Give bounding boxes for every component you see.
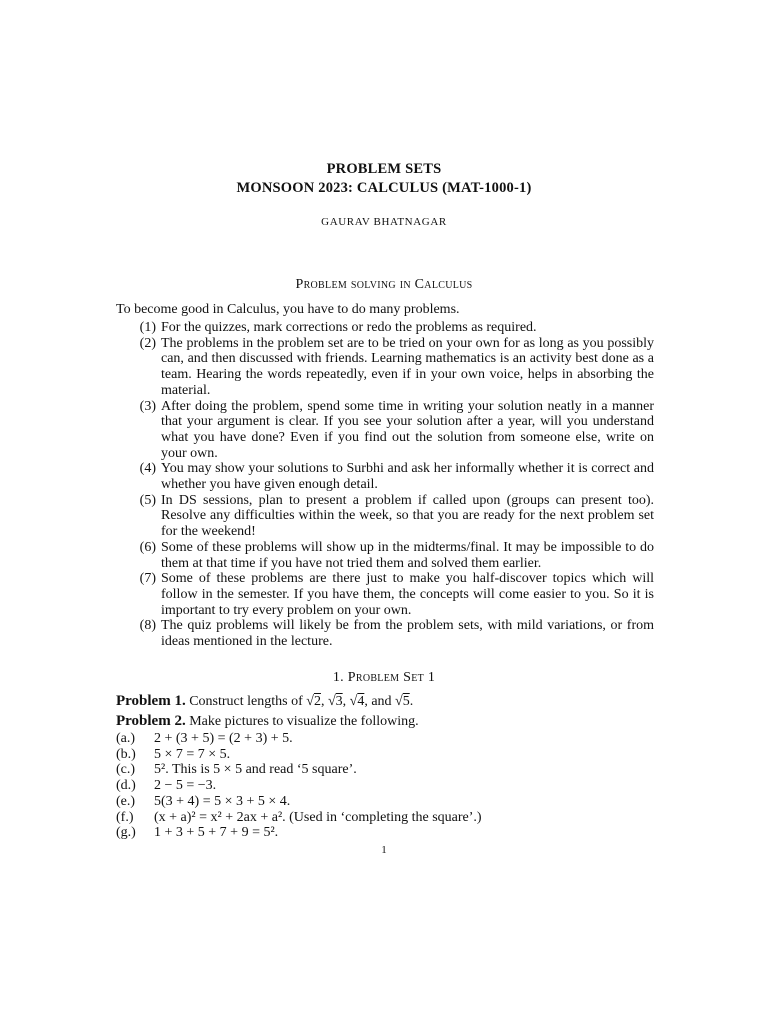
list-item <box>116 747 482 763</box>
subitem-text: (x + a)² = x² + 2ax + a². (Used in ‘completing the square’.) <box>154 809 482 825</box>
sqrt-symbol: √2 <box>306 694 321 709</box>
document-title <box>0 160 768 198</box>
list-item <box>116 461 654 492</box>
subitem-text: 5(3 + 4) = 5 × 3 + 5 × 4. <box>154 793 291 809</box>
sqrt-symbol: √4 <box>349 694 365 709</box>
list-item <box>116 320 654 336</box>
list-item <box>116 762 482 778</box>
list-item-text: Some of these problems are there just to make you half-discover topics which will follow in the semester. If you have them, the concepts will come easier to you. So it is important to try every problem on your own. <box>161 571 654 618</box>
problem-2-subitems <box>116 731 482 841</box>
list-item-number: (6) <box>139 539 156 555</box>
list-item-number: (3) <box>139 398 156 414</box>
subitem-text: 1 + 3 + 5 + 7 + 9 = 5². <box>154 825 279 841</box>
page-number: 1 <box>381 844 387 856</box>
subitem-label: (d.) <box>116 778 136 794</box>
list-item-text: The quiz problems will likely be from the problem sets, with mild variations, or from ideas mentioned in the lecture. <box>161 618 654 650</box>
subitem-text: 5 × 7 = 7 × 5. <box>154 746 231 762</box>
section-heading-problem-solving: Problem solving in Calculus <box>295 277 473 292</box>
author-name: GAURAV BHATNAGAR <box>321 216 447 228</box>
list-item <box>116 778 482 794</box>
list-item <box>116 731 482 747</box>
list-item <box>116 571 654 618</box>
list-item-number: (4) <box>139 461 156 477</box>
sqrt-radicand: 3 <box>335 694 343 709</box>
list-item-text: You may show your solutions to Surbhi and ask her informally whether it is correct and whether you have given enough detail. <box>161 461 654 493</box>
list-item-number: (8) <box>139 618 156 634</box>
list-item <box>116 336 654 399</box>
separator: , <box>342 694 347 709</box>
problem-2-text: Make pictures to visualize the following. <box>189 714 419 729</box>
problem-1 <box>116 692 656 711</box>
title-line-2: MONSOON 2023: CALCULUS (MAT-1000-1) <box>236 180 532 196</box>
separator: , <box>320 694 325 709</box>
subitem-label: (a.) <box>116 731 136 746</box>
sqrt-symbol: √5 <box>395 694 410 709</box>
list-item-number: (1) <box>139 320 156 335</box>
list-item-text: After doing the problem, spend some time in writing your solution neatly in a manner that your argument is clear. If you see your solution after a year, will you understand what you have done? Even if you find out the solution from someone else, write on your own. <box>161 398 654 461</box>
list-item <box>116 540 654 571</box>
list-item-number: (5) <box>139 492 156 508</box>
subitem-text: 2 − 5 = −3. <box>154 778 217 794</box>
problem-2 <box>116 712 656 731</box>
subitem-label: (f.) <box>116 809 134 825</box>
sqrt-radicand: 4 <box>357 694 365 709</box>
list-item-number: (2) <box>139 335 156 351</box>
sqrt-radicand: 5 <box>402 694 410 709</box>
subitem-label: (c.) <box>116 762 136 778</box>
subitem-text: 5². This is 5 × 5 and read ‘5 square’. <box>154 762 357 778</box>
sqrt-radicand: 2 <box>313 694 321 709</box>
list-item <box>116 618 654 649</box>
list-item-text: The problems in the problem set are to be tried on your own for as long as you possibly can, and then discussed with friends. Learning mathematics is an activity best done as a team. Hearing the words repeatedly, even if in your own voice, helps in absorbing the material. <box>161 335 654 398</box>
subitem-label: (e.) <box>116 793 136 809</box>
list-item <box>116 810 482 826</box>
subitem-label: (b.) <box>116 746 136 762</box>
section-heading-problem-set-1: 1. Problem Set 1 <box>332 670 436 685</box>
intro-paragraph: To become good in Calculus, you have to do many problems. <box>116 302 460 317</box>
problem-1-label: Problem 1. <box>116 693 186 709</box>
list-item-text: In DS sessions, plan to present a problem if called upon (groups can present too). Resolve any difficulties within the week, so that you are ready for the next problem set for the weekend! <box>161 492 654 540</box>
list-item <box>116 493 654 540</box>
problem-2-label: Problem 2. <box>116 713 186 729</box>
list-item <box>116 399 654 462</box>
sqrt-symbol: √3 <box>327 694 343 709</box>
terminator: . <box>409 694 414 709</box>
list-item <box>116 794 482 810</box>
separator: , and <box>364 694 392 709</box>
list-item-text: For the quizzes, mark corrections or redo the problems as required. <box>161 320 537 335</box>
problem-1-text: Construct lengths of <box>189 694 303 709</box>
subitem-label: (g.) <box>116 825 136 841</box>
rules-list <box>116 320 654 650</box>
list-item-text: Some of these problems will show up in the midterms/final. It may be impossible to do them at that time if you have not tried them and solved them earlier. <box>161 539 654 571</box>
subitem-text: 2 + (3 + 5) = (2 + 3) + 5. <box>154 731 293 746</box>
list-item-number: (7) <box>139 571 156 587</box>
title-line-1: PROBLEM SETS <box>326 161 442 177</box>
list-item <box>116 825 482 841</box>
